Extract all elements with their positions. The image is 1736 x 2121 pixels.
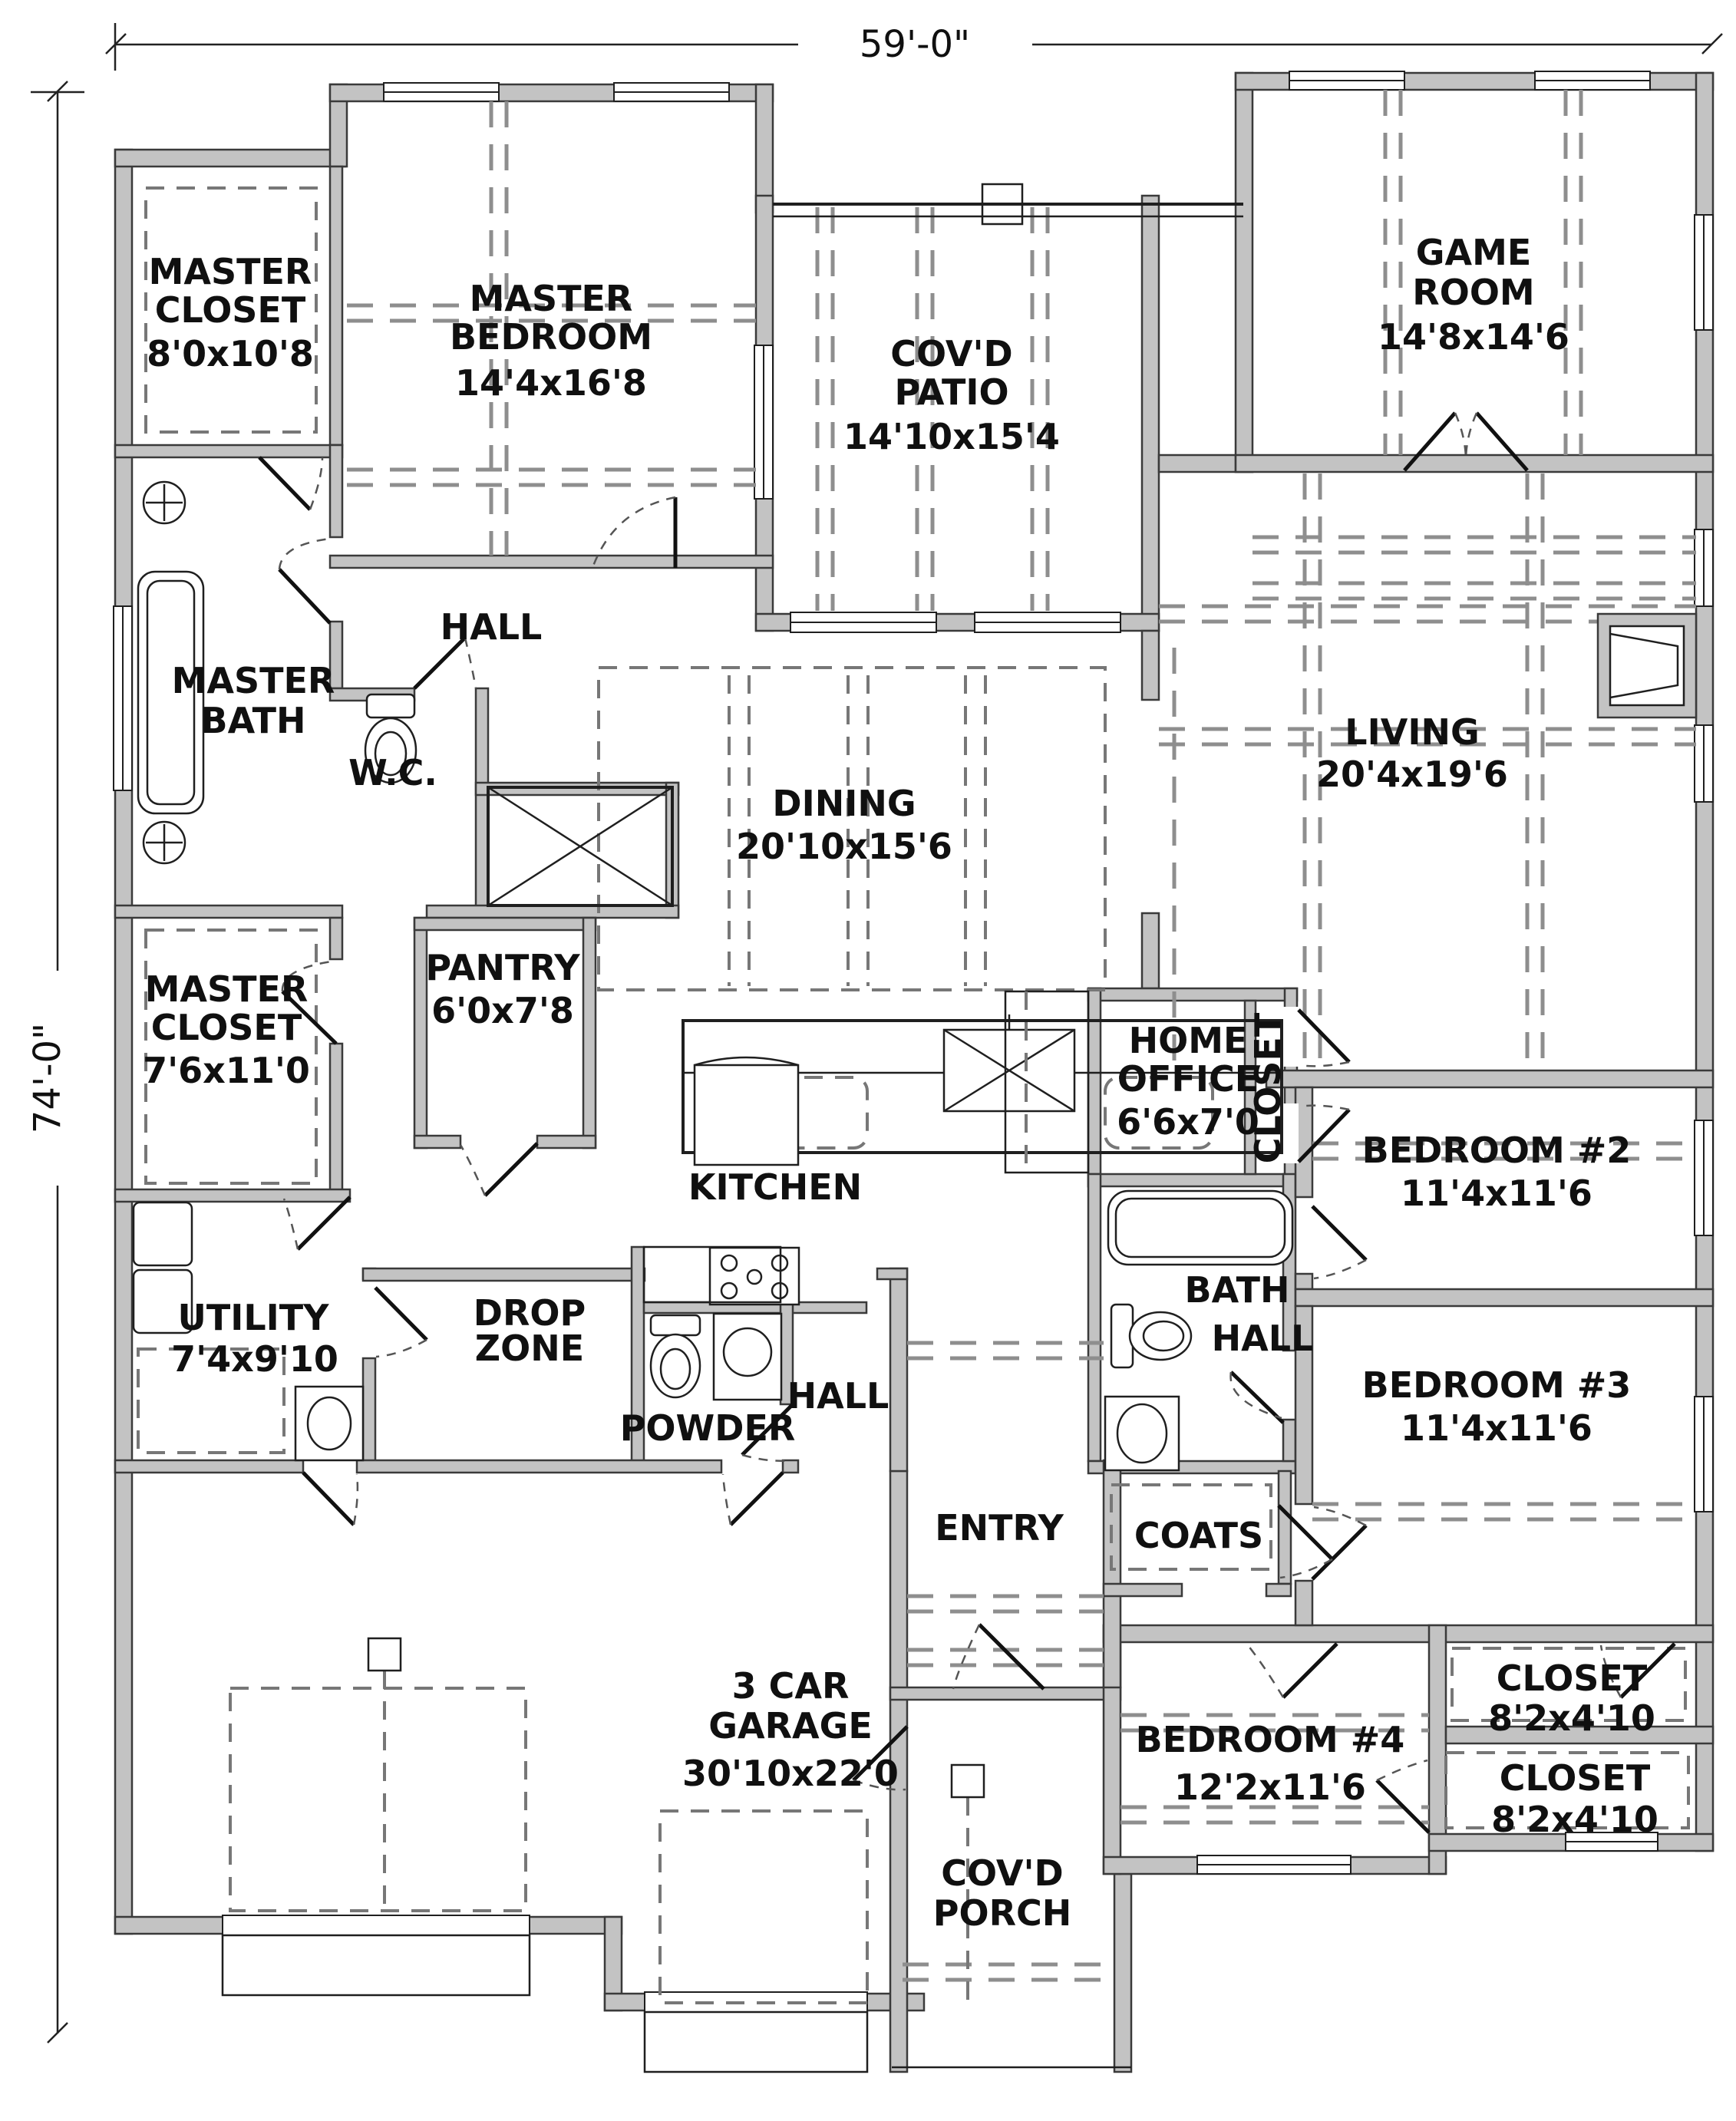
- room-size-bedroom-3: 11'4x11'6: [1401, 1407, 1592, 1449]
- room-size-master-bedroom: 14'4x16'8: [455, 362, 647, 404]
- window-icon: [1695, 1120, 1713, 1235]
- room-size-master-closet-1: 8'0x10'8: [147, 333, 314, 374]
- room-label-hall-mid: HALL: [787, 1375, 889, 1417]
- room-label-master-bedroom: BEDROOM: [449, 316, 653, 358]
- master-sink-fixture: [144, 482, 185, 523]
- room-size-master-closet-2: 7'6x11'0: [143, 1050, 310, 1091]
- room-label-wc: W.C.: [348, 752, 437, 793]
- room-label-garage: GARAGE: [708, 1705, 873, 1747]
- room-size-bedroom-4: 12'2x11'6: [1174, 1766, 1366, 1808]
- door-closet1: [259, 457, 322, 510]
- overall-height-dimension: 74'-0": [26, 1022, 69, 1134]
- room-label-bedroom2-closet: CLOSET: [1247, 1012, 1289, 1164]
- room-size-game-room: 14'8x14'6: [1378, 316, 1569, 358]
- room-label-coats: COATS: [1134, 1515, 1264, 1556]
- door-garage-1: [303, 1473, 358, 1525]
- room-label-master-bedroom: MASTER: [469, 278, 633, 319]
- room-label-bedroom-2: BEDROOM #2: [1361, 1130, 1632, 1171]
- room-size-pantry: 6'0x7'8: [431, 990, 574, 1031]
- room-label-master-closet-1: MASTER: [148, 251, 312, 292]
- door-pantry: [460, 1143, 537, 1196]
- room-label-master-closet-2: CLOSET: [150, 1007, 302, 1048]
- window-icon: [754, 345, 773, 499]
- door-front: [953, 1625, 1044, 1689]
- door-bath: [1231, 1372, 1283, 1423]
- window-icon: [384, 83, 499, 101]
- room-label-master-closet-1: CLOSET: [154, 289, 306, 331]
- room-label-closet-upper: CLOSET: [1496, 1658, 1648, 1699]
- powder-sink-fixture: [714, 1314, 781, 1400]
- room-label-living: LIVING: [1345, 711, 1480, 753]
- patio-door-icon: [790, 612, 936, 632]
- door-drop-zone: [375, 1288, 427, 1357]
- room-label-kitchen: KITCHEN: [688, 1166, 863, 1208]
- room-label-covd-porch: COV'D: [941, 1852, 1064, 1894]
- room-label-closet-lower: CLOSET: [1499, 1757, 1651, 1799]
- room-label-home-office: HOME: [1128, 1020, 1248, 1061]
- garage-doors: [223, 1915, 1131, 2072]
- room-label-hall-bedrooms: HALL: [1211, 1318, 1314, 1359]
- room-size-home-office: 6'6x7'0: [1117, 1101, 1259, 1143]
- window-icon: [1289, 71, 1404, 90]
- door-utility: [284, 1197, 350, 1249]
- room-label-bedroom-3: BEDROOM #3: [1361, 1364, 1632, 1406]
- room-label-covd-patio: COV'D: [890, 333, 1013, 374]
- room-size-covd-patio: 14'10x15'4: [843, 416, 1060, 457]
- cooktop-fixture: [710, 1248, 799, 1305]
- overall-width-dimension: 59'-0": [859, 23, 971, 66]
- window-icon: [1695, 1397, 1713, 1512]
- window-icon: [1695, 725, 1713, 802]
- room-size-closet-lower: 8'2x4'10: [1491, 1799, 1658, 1840]
- room-label-entry: ENTRY: [935, 1507, 1064, 1549]
- room-label-master-closet-2: MASTER: [144, 968, 309, 1010]
- window-icon: [1535, 71, 1650, 90]
- refrigerator-fixture: [695, 1057, 798, 1165]
- room-label-game-room: GAME: [1415, 232, 1532, 273]
- door-master-bath: [279, 539, 330, 623]
- room-label-drop-zone: DROP: [473, 1292, 586, 1334]
- room-label-drop-zone: ZONE: [474, 1328, 585, 1369]
- room-label-master-bath: MASTER: [171, 660, 335, 701]
- fireplace-fixture: [1598, 614, 1696, 717]
- room-size-closet-upper: 8'2x4'10: [1488, 1697, 1655, 1739]
- toilet-icon: [1111, 1305, 1191, 1367]
- window-icon: [1695, 529, 1713, 606]
- toilet-icon: [651, 1315, 700, 1397]
- room-label-bath: BATH: [1184, 1269, 1290, 1311]
- window-icon: [114, 606, 132, 790]
- room-size-dining: 20'10x15'6: [736, 826, 952, 867]
- room-label-pantry: PANTRY: [425, 947, 580, 988]
- room-label-hall-master: HALL: [440, 606, 543, 648]
- shower-fixture: [488, 787, 672, 905]
- patio-door-icon: [975, 612, 1120, 632]
- room-label-bedroom-4: BEDROOM #4: [1135, 1719, 1405, 1760]
- room-label-garage: 3 CAR: [731, 1665, 850, 1707]
- window-icon: [614, 83, 729, 101]
- door-garage-2: [723, 1473, 783, 1525]
- bath-tub-fixture: [1108, 1191, 1292, 1265]
- window-icon: [1695, 215, 1713, 330]
- room-label-powder: POWDER: [619, 1407, 796, 1449]
- bath-sink-fixture: [1105, 1397, 1179, 1470]
- room-label-covd-patio: PATIO: [894, 371, 1009, 413]
- room-size-living: 20'4x19'6: [1316, 754, 1508, 795]
- master-sink-fixture: [144, 822, 185, 863]
- room-label-master-bath: BATH: [200, 700, 306, 741]
- room-label-home-office: OFFICE: [1117, 1058, 1259, 1100]
- window-icon: [1197, 1855, 1351, 1874]
- utility-sink-fixture: [295, 1387, 363, 1460]
- room-size-bedroom-2: 11'4x11'6: [1401, 1173, 1592, 1214]
- room-label-game-room: ROOM: [1412, 272, 1535, 313]
- door-bedroom2: [1312, 1206, 1366, 1278]
- room-label-dining: DINING: [772, 783, 916, 824]
- room-label-utility: UTILITY: [177, 1297, 329, 1338]
- room-size-garage: 30'10x22'0: [682, 1753, 899, 1794]
- door-bedroom4: [1248, 1644, 1337, 1697]
- room-size-utility: 7'4x9'10: [171, 1338, 338, 1380]
- room-label-covd-porch: PORCH: [932, 1892, 1072, 1934]
